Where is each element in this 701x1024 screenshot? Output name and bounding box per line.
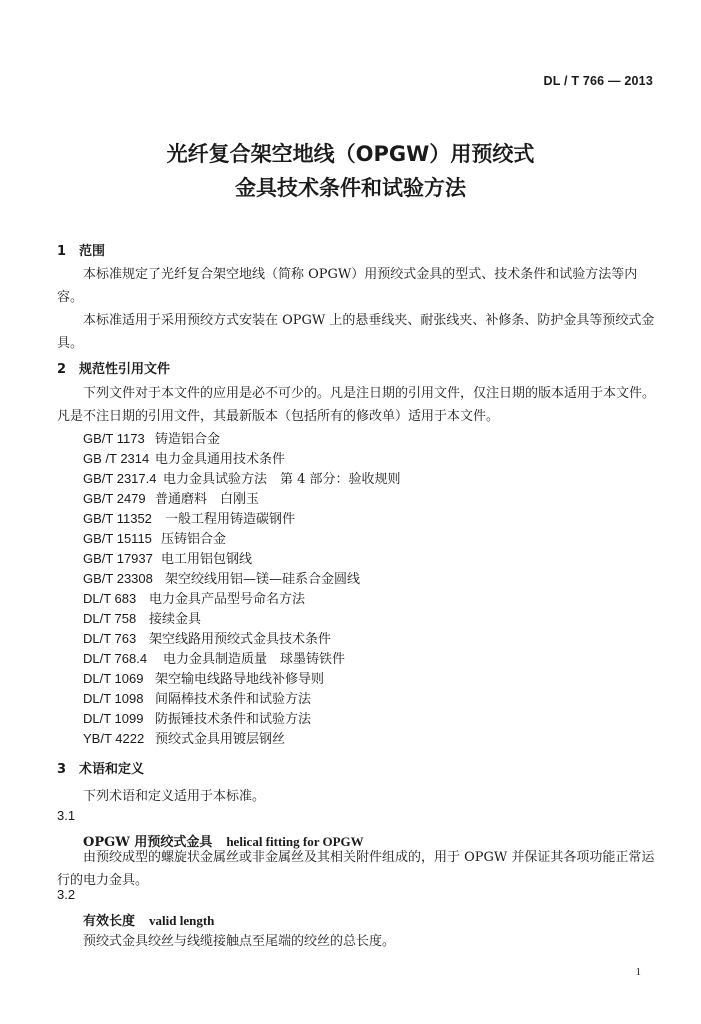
reference-name: 电工用铝包钢线 bbox=[161, 552, 253, 567]
clause-number: 3.1 bbox=[57, 808, 76, 823]
reference-item bbox=[83, 728, 285, 747]
reference-item bbox=[83, 488, 259, 507]
reference-item bbox=[83, 528, 226, 547]
reference-item bbox=[83, 548, 252, 567]
term-definition bbox=[57, 846, 657, 892]
reference-item bbox=[83, 508, 295, 527]
reference-name: 压铸铝合金 bbox=[161, 532, 227, 547]
section-title: 范围 bbox=[79, 244, 106, 259]
section-1-heading bbox=[57, 240, 105, 259]
reference-name: 接续金具 bbox=[149, 612, 202, 627]
reference-item bbox=[83, 428, 220, 447]
section-number: 1 bbox=[57, 244, 67, 259]
reference-name: 间隔棒技术条件和试验方法 bbox=[155, 692, 312, 707]
reference-item bbox=[83, 708, 311, 727]
section-title: 规范性引用文件 bbox=[79, 362, 171, 377]
reference-item bbox=[83, 588, 305, 607]
reference-code: YB/T 4222 bbox=[83, 731, 145, 746]
reference-code: DL/T 1098 bbox=[83, 691, 144, 706]
reference-code: GB/T 17937 bbox=[83, 551, 153, 566]
reference-code: GB/T 11352 bbox=[83, 511, 152, 526]
reference-code: DL/T 758 bbox=[83, 611, 137, 626]
reference-item bbox=[83, 668, 324, 687]
reference-name: 铸造铝合金 bbox=[155, 432, 221, 447]
reference-code: DL/T 683 bbox=[83, 591, 137, 606]
reference-item bbox=[83, 688, 311, 707]
term-definition: 预绞式金具绞丝与线缆接触点至尾端的绞丝的总长度。 bbox=[83, 934, 396, 949]
reference-code: GB /T 2314 bbox=[83, 451, 150, 466]
reference-item bbox=[83, 628, 331, 647]
reference-name: 架空线路用预绞式金具技术条件 bbox=[149, 632, 332, 647]
term-heading bbox=[83, 910, 214, 929]
reference-code: DL/T 768.4 bbox=[83, 651, 148, 666]
term-en: valid length bbox=[149, 913, 215, 928]
section-number: 2 bbox=[57, 362, 67, 377]
reference-item bbox=[83, 568, 360, 587]
reference-code: GB/T 23308 bbox=[83, 571, 153, 586]
reference-name: 电力金具试验方法 第 4 部分：验收规则 bbox=[163, 472, 401, 487]
reference-name: 架空输电线路导地线补修导则 bbox=[155, 672, 325, 687]
term-en: helical fitting for OPGW bbox=[226, 834, 364, 849]
paragraph-text: 由预绞成型的螺旋状金属丝或非金属丝及其相关附件组成的，用于 OPGW 并保证其各项功能正常运行的电力金具。 bbox=[57, 850, 655, 888]
reference-item bbox=[83, 468, 401, 487]
reference-code: GB/T 1173 bbox=[83, 431, 145, 446]
reference-code: GB/T 2317.4 bbox=[83, 471, 157, 486]
reference-item bbox=[83, 448, 285, 467]
page-number: 1 bbox=[635, 966, 641, 978]
reference-name: 预绞式金具用镀层钢丝 bbox=[155, 732, 286, 747]
reference-code: DL/T 1069 bbox=[83, 671, 144, 686]
section-1-para-2 bbox=[57, 309, 657, 355]
reference-name: 一般工程用铸造碳钢件 bbox=[165, 512, 296, 527]
term-cn: 有效长度 bbox=[83, 914, 136, 929]
reference-name: 架空绞线用铝—镁—硅系合金圆线 bbox=[165, 572, 361, 587]
document-title-line1: 光纤复合架空地线（OPGW）用预绞式 bbox=[166, 142, 535, 166]
section-number: 3 bbox=[57, 762, 67, 777]
section-2-heading bbox=[57, 358, 170, 377]
reference-item bbox=[83, 648, 345, 667]
reference-code: GB/T 2479 bbox=[83, 491, 146, 506]
paragraph-text: 下列文件对于本文件的应用是必不可少的。凡是注日期的引用文件，仅注日期的版本适用于本文件。凡是不注日期的引用文件，其最新版本（包括所有的修改单）适用于本文件。 bbox=[57, 386, 656, 424]
reference-name: 电力金具产品型号命名方法 bbox=[149, 592, 306, 607]
clause-number: 3.2 bbox=[57, 887, 76, 902]
document-title-line2: 金具技术条件和试验方法 bbox=[235, 176, 466, 200]
reference-name: 普通磨料 白刚玉 bbox=[155, 492, 260, 507]
paragraph-text: 本标准适用于采用预绞方式安装在 OPGW 上的悬垂线夹、耐张线夹、补修条、防护金具等预绞式金具。 bbox=[57, 313, 655, 351]
reference-name: 电力金具通用技术条件 bbox=[155, 452, 286, 467]
section-3-heading bbox=[57, 758, 144, 777]
reference-item bbox=[83, 608, 201, 627]
term-cn: OPGW 用预绞式金具 bbox=[83, 835, 213, 850]
reference-name: 防振锤技术条件和试验方法 bbox=[155, 712, 312, 727]
section-2-intro bbox=[57, 382, 657, 428]
paragraph-text: 本标准规定了光纤复合架空地线（简称 OPGW）用预绞式金具的型式、技术条件和试验方法等内容。 bbox=[57, 267, 638, 305]
standard-code: DL / T 766 — 2013 bbox=[543, 74, 653, 88]
reference-code: DL/T 1099 bbox=[83, 711, 144, 726]
section-title: 术语和定义 bbox=[79, 762, 145, 777]
reference-code: GB/T 15115 bbox=[83, 531, 152, 546]
reference-code: DL/T 763 bbox=[83, 631, 137, 646]
reference-name: 电力金具制造质量 球墨铸铁件 bbox=[163, 652, 346, 667]
section-1-para-1 bbox=[57, 263, 657, 309]
section-3-intro: 下列术语和定义适用于本标准。 bbox=[83, 789, 266, 804]
